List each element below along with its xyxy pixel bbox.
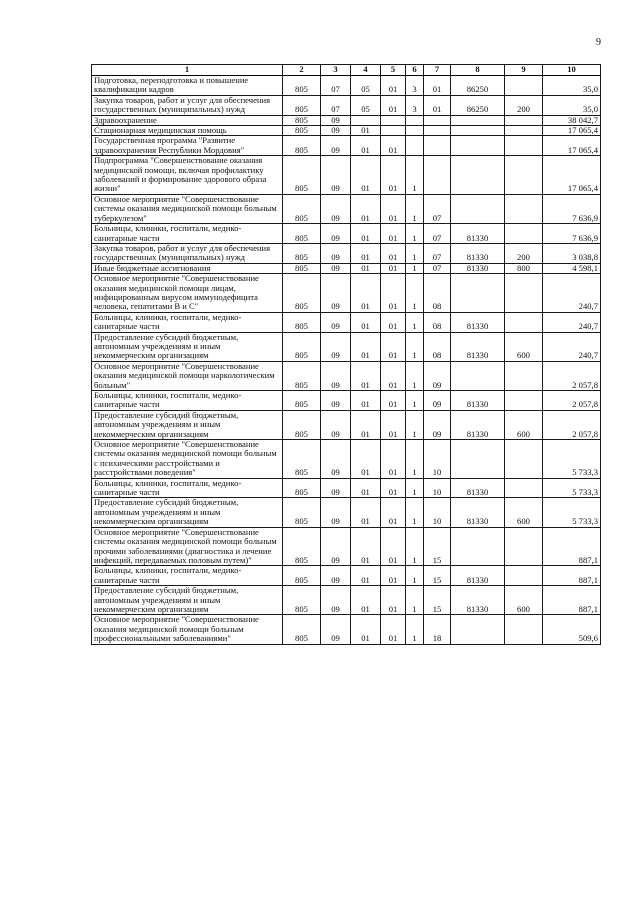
amount-cell: 7 636,9 (543, 224, 601, 244)
expense-type-cell (505, 615, 543, 644)
section-code-cell: 07 (321, 76, 351, 96)
row-name-cell: Основное мероприятие "Совершенствование системы оказания медицинской помощи больным прочими заболеваниями (диагностика и лечение инфекций, передаваемых половым путем)" (92, 527, 283, 566)
expense-type-cell: 600 (505, 586, 543, 615)
expense-type-cell: 800 (505, 263, 543, 273)
expense-type-cell (505, 76, 543, 96)
department-code-cell: 805 (283, 498, 321, 527)
activity-code-cell: 15 (424, 586, 451, 615)
row-name-cell: Подготовка, переподготовка и повышение квалификации кадров (92, 76, 283, 96)
direction-code-cell (451, 274, 505, 313)
activity-code-cell (424, 136, 451, 156)
table-row (92, 126, 601, 136)
page-number: 9 (596, 37, 601, 48)
section-code-cell: 09 (321, 115, 351, 125)
amount-cell: 38 042,7 (543, 115, 601, 125)
program-code-cell: 01 (381, 312, 406, 332)
direction-code-cell (451, 361, 505, 390)
direction-code-cell (451, 615, 505, 644)
activity-code-cell: 15 (424, 566, 451, 586)
activity-code-cell: 10 (424, 440, 451, 479)
direction-code-cell (451, 126, 505, 136)
department-code-cell: 805 (283, 332, 321, 361)
row-name-cell: Больницы, клиники, госпитали, медико-санитарные части (92, 478, 283, 498)
section-code-cell: 09 (321, 566, 351, 586)
expense-type-cell (505, 566, 543, 586)
department-code-cell: 805 (283, 566, 321, 586)
table-row (92, 566, 601, 586)
subprogram-code-cell: 1 (406, 586, 424, 615)
subprogram-code-cell: 1 (406, 478, 424, 498)
subprogram-code-cell: 1 (406, 312, 424, 332)
section-code-cell: 09 (321, 586, 351, 615)
row-name-cell: Стационарная медицинская помощь (92, 126, 283, 136)
amount-cell: 3 038,8 (543, 243, 601, 263)
expense-type-cell (505, 478, 543, 498)
program-code-cell: 01 (381, 76, 406, 96)
expense-type-cell (505, 194, 543, 223)
row-name-cell: Больницы, клиники, госпитали, медико-санитарные части (92, 566, 283, 586)
subsection-code-cell: 01 (351, 263, 381, 273)
expense-type-cell (505, 274, 543, 313)
program-code-cell (381, 115, 406, 125)
table-row (92, 136, 601, 156)
subprogram-code-cell: 1 (406, 391, 424, 411)
direction-code-cell: 81330 (451, 586, 505, 615)
row-name-cell: Закупка товаров, работ и услуг для обеспечения государственных (муниципальных) нужд (92, 243, 283, 263)
row-name-cell: Закупка товаров, работ и услуг для обеспечения государственных (муниципальных) нужд (92, 95, 283, 115)
table-row (92, 586, 601, 615)
column-header: 7 (424, 65, 451, 76)
column-header: 5 (381, 65, 406, 76)
row-name-cell: Здравоохранение (92, 115, 283, 125)
direction-code-cell: 86250 (451, 95, 505, 115)
table-row (92, 332, 601, 361)
department-code-cell: 805 (283, 115, 321, 125)
row-name-cell: Больницы, клиники, госпитали, медико-санитарные части (92, 224, 283, 244)
department-code-cell: 805 (283, 586, 321, 615)
subsection-code-cell: 01 (351, 136, 381, 156)
amount-cell: 240,7 (543, 312, 601, 332)
activity-code-cell: 09 (424, 410, 451, 439)
activity-code-cell (424, 156, 451, 195)
program-code-cell: 01 (381, 274, 406, 313)
row-name-cell: Больницы, клиники, госпитали, медико-санитарные части (92, 312, 283, 332)
activity-code-cell: 07 (424, 263, 451, 273)
amount-cell: 509,6 (543, 615, 601, 644)
direction-code-cell: 81330 (451, 498, 505, 527)
department-code-cell: 805 (283, 274, 321, 313)
subprogram-code-cell (406, 126, 424, 136)
subprogram-code-cell: 3 (406, 76, 424, 96)
activity-code-cell: 15 (424, 527, 451, 566)
subsection-code-cell: 01 (351, 440, 381, 479)
column-header: 1 (92, 65, 283, 76)
section-code-cell: 09 (321, 332, 351, 361)
section-code-cell: 09 (321, 527, 351, 566)
department-code-cell: 805 (283, 527, 321, 566)
department-code-cell: 805 (283, 194, 321, 223)
program-code-cell: 01 (381, 95, 406, 115)
amount-cell: 2 057,8 (543, 410, 601, 439)
subsection-code-cell: 01 (351, 156, 381, 195)
activity-code-cell: 08 (424, 332, 451, 361)
department-code-cell: 805 (283, 410, 321, 439)
subprogram-code-cell (406, 136, 424, 156)
direction-code-cell: 81330 (451, 243, 505, 263)
row-name-cell: Основное мероприятие "Совершенствование оказания медицинской помощи наркологическим больным" (92, 361, 283, 390)
amount-cell: 17 065,4 (543, 156, 601, 195)
program-code-cell: 01 (381, 498, 406, 527)
direction-code-cell: 81330 (451, 410, 505, 439)
direction-code-cell: 81330 (451, 312, 505, 332)
section-code-cell: 09 (321, 136, 351, 156)
department-code-cell: 805 (283, 126, 321, 136)
direction-code-cell (451, 156, 505, 195)
subsection-code-cell: 01 (351, 566, 381, 586)
expense-type-cell (505, 361, 543, 390)
row-name-cell: Государственная программа "Развитие здравоохранения Республики Мордовия" (92, 136, 283, 156)
row-name-cell: Предоставление субсидий бюджетным, автономным учреждениям и иным некоммерческим организациям (92, 498, 283, 527)
amount-cell: 240,7 (543, 274, 601, 313)
subsection-code-cell: 01 (351, 194, 381, 223)
activity-code-cell: 01 (424, 95, 451, 115)
subsection-code-cell: 01 (351, 615, 381, 644)
subprogram-code-cell: 1 (406, 440, 424, 479)
program-code-cell: 01 (381, 332, 406, 361)
activity-code-cell: 10 (424, 498, 451, 527)
section-code-cell: 09 (321, 194, 351, 223)
subprogram-code-cell (406, 115, 424, 125)
amount-cell: 17 065,4 (543, 126, 601, 136)
program-code-cell: 01 (381, 527, 406, 566)
column-header: 4 (351, 65, 381, 76)
expense-type-cell (505, 440, 543, 479)
section-code-cell: 09 (321, 615, 351, 644)
column-header: 9 (505, 65, 543, 76)
subsection-code-cell: 05 (351, 76, 381, 96)
direction-code-cell: 81330 (451, 332, 505, 361)
expense-type-cell (505, 391, 543, 411)
expense-type-cell (505, 527, 543, 566)
program-code-cell: 01 (381, 586, 406, 615)
expense-type-cell: 600 (505, 332, 543, 361)
direction-code-cell (451, 527, 505, 566)
column-header: 10 (543, 65, 601, 76)
subprogram-code-cell: 1 (406, 615, 424, 644)
row-name-cell: Основное мероприятие "Совершенствование оказания медицинской помощи больным профессиональными заболеваниями" (92, 615, 283, 644)
subsection-code-cell: 01 (351, 410, 381, 439)
department-code-cell: 805 (283, 263, 321, 273)
table-row (92, 224, 601, 244)
subprogram-code-cell: 1 (406, 274, 424, 313)
direction-code-cell: 81330 (451, 391, 505, 411)
table-header-row (92, 65, 601, 76)
direction-code-cell (451, 136, 505, 156)
program-code-cell: 01 (381, 243, 406, 263)
row-name-cell: Предоставление субсидий бюджетным, автономным учреждениям и иным некоммерческим организациям (92, 410, 283, 439)
row-name-cell: Подпрограмма "Совершенствование оказания медицинской помощи, включая профилактику заболеваний и формирование здорового образа жизни" (92, 156, 283, 195)
program-code-cell: 01 (381, 391, 406, 411)
amount-cell: 17 065,4 (543, 136, 601, 156)
subsection-code-cell: 01 (351, 312, 381, 332)
amount-cell: 240,7 (543, 332, 601, 361)
amount-cell: 2 057,8 (543, 391, 601, 411)
department-code-cell: 805 (283, 391, 321, 411)
section-code-cell: 07 (321, 95, 351, 115)
table-row (92, 410, 601, 439)
activity-code-cell: 18 (424, 615, 451, 644)
subsection-code-cell: 01 (351, 126, 381, 136)
activity-code-cell: 09 (424, 361, 451, 390)
section-code-cell: 09 (321, 478, 351, 498)
subprogram-code-cell: 1 (406, 498, 424, 527)
section-code-cell: 09 (321, 156, 351, 195)
subsection-code-cell: 01 (351, 361, 381, 390)
department-code-cell: 805 (283, 76, 321, 96)
amount-cell: 887,1 (543, 527, 601, 566)
subsection-code-cell: 01 (351, 274, 381, 313)
section-code-cell: 09 (321, 263, 351, 273)
table-row (92, 115, 601, 125)
table-row (92, 263, 601, 273)
subprogram-code-cell: 1 (406, 194, 424, 223)
department-code-cell: 805 (283, 95, 321, 115)
expense-type-cell: 200 (505, 243, 543, 263)
subprogram-code-cell: 1 (406, 332, 424, 361)
table-row (92, 194, 601, 223)
program-code-cell: 01 (381, 440, 406, 479)
table-row (92, 95, 601, 115)
program-code-cell: 01 (381, 615, 406, 644)
table-row (92, 312, 601, 332)
program-code-cell: 01 (381, 410, 406, 439)
row-name-cell: Основное мероприятие "Совершенствование системы оказания медицинской помощи больным туберкулезом" (92, 194, 283, 223)
department-code-cell: 805 (283, 440, 321, 479)
section-code-cell: 09 (321, 498, 351, 527)
row-name-cell: Больницы, клиники, госпитали, медико-санитарные части (92, 391, 283, 411)
activity-code-cell (424, 126, 451, 136)
subprogram-code-cell: 1 (406, 224, 424, 244)
subprogram-code-cell: 1 (406, 361, 424, 390)
subprogram-code-cell: 1 (406, 156, 424, 195)
direction-code-cell (451, 194, 505, 223)
table-body (92, 76, 601, 645)
department-code-cell: 805 (283, 136, 321, 156)
amount-cell: 5 733,3 (543, 440, 601, 479)
activity-code-cell: 01 (424, 76, 451, 96)
activity-code-cell: 08 (424, 312, 451, 332)
activity-code-cell: 07 (424, 194, 451, 223)
table-row (92, 76, 601, 96)
direction-code-cell: 81330 (451, 224, 505, 244)
amount-cell: 2 057,8 (543, 361, 601, 390)
amount-cell: 887,1 (543, 566, 601, 586)
department-code-cell: 805 (283, 478, 321, 498)
subsection-code-cell: 01 (351, 332, 381, 361)
section-code-cell: 09 (321, 274, 351, 313)
program-code-cell: 01 (381, 194, 406, 223)
column-header: 3 (321, 65, 351, 76)
amount-cell: 4 598,1 (543, 263, 601, 273)
activity-code-cell (424, 115, 451, 125)
row-name-cell: Основное мероприятие "Совершенствование системы оказания медицинской помощи больным с психическими расстройствами и расстройствами поведения" (92, 440, 283, 479)
subprogram-code-cell: 3 (406, 95, 424, 115)
department-code-cell: 805 (283, 243, 321, 263)
subsection-code-cell: 01 (351, 498, 381, 527)
subsection-code-cell: 05 (351, 95, 381, 115)
subsection-code-cell: 01 (351, 586, 381, 615)
direction-code-cell: 81330 (451, 263, 505, 273)
table-row (92, 615, 601, 644)
subsection-code-cell: 01 (351, 478, 381, 498)
expense-type-cell: 200 (505, 95, 543, 115)
subsection-code-cell (351, 115, 381, 125)
expense-type-cell: 600 (505, 498, 543, 527)
program-code-cell: 01 (381, 136, 406, 156)
row-name-cell: Иные бюджетные ассигнования (92, 263, 283, 273)
table-row (92, 391, 601, 411)
column-header: 6 (406, 65, 424, 76)
subprogram-code-cell: 1 (406, 566, 424, 586)
expense-type-cell (505, 312, 543, 332)
row-name-cell: Основное мероприятие "Совершенствование оказания медицинской помощи лицам, инфицированным вирусом иммунодефицита человека, гепатитами В и С" (92, 274, 283, 313)
program-code-cell: 01 (381, 478, 406, 498)
table-row (92, 498, 601, 527)
direction-code-cell (451, 115, 505, 125)
subsection-code-cell: 01 (351, 243, 381, 263)
department-code-cell: 805 (283, 361, 321, 390)
expense-type-cell (505, 156, 543, 195)
program-code-cell: 01 (381, 156, 406, 195)
row-name-cell: Предоставление субсидий бюджетным, автономным учреждениям и иным некоммерческим организациям (92, 332, 283, 361)
expense-type-cell: 600 (505, 410, 543, 439)
direction-code-cell (451, 440, 505, 479)
amount-cell: 5 733,3 (543, 478, 601, 498)
expense-type-cell (505, 136, 543, 156)
subprogram-code-cell: 1 (406, 243, 424, 263)
row-name-cell: Предоставление субсидий бюджетным, автономным учреждениям и иным некоммерческим организациям (92, 586, 283, 615)
activity-code-cell: 08 (424, 274, 451, 313)
section-code-cell: 09 (321, 440, 351, 479)
table-row (92, 361, 601, 390)
direction-code-cell: 81330 (451, 566, 505, 586)
department-code-cell: 805 (283, 224, 321, 244)
table-row (92, 243, 601, 263)
expense-type-cell (505, 115, 543, 125)
subsection-code-cell: 01 (351, 224, 381, 244)
activity-code-cell: 07 (424, 224, 451, 244)
section-code-cell: 09 (321, 126, 351, 136)
section-code-cell: 09 (321, 312, 351, 332)
subprogram-code-cell: 1 (406, 263, 424, 273)
program-code-cell: 01 (381, 224, 406, 244)
table-row (92, 478, 601, 498)
amount-cell: 35,0 (543, 76, 601, 96)
section-code-cell: 09 (321, 361, 351, 390)
activity-code-cell: 09 (424, 391, 451, 411)
program-code-cell: 01 (381, 566, 406, 586)
subprogram-code-cell: 1 (406, 527, 424, 566)
subsection-code-cell: 01 (351, 527, 381, 566)
amount-cell: 887,1 (543, 586, 601, 615)
amount-cell: 35,0 (543, 95, 601, 115)
section-code-cell: 09 (321, 391, 351, 411)
section-code-cell: 09 (321, 224, 351, 244)
budget-table (91, 64, 601, 645)
table-row (92, 156, 601, 195)
department-code-cell: 805 (283, 312, 321, 332)
table-row (92, 274, 601, 313)
program-code-cell: 01 (381, 263, 406, 273)
direction-code-cell: 86250 (451, 76, 505, 96)
activity-code-cell: 10 (424, 478, 451, 498)
expense-type-cell (505, 126, 543, 136)
amount-cell: 5 733,3 (543, 498, 601, 527)
subprogram-code-cell: 1 (406, 410, 424, 439)
amount-cell: 7 636,9 (543, 194, 601, 223)
section-code-cell: 09 (321, 243, 351, 263)
program-code-cell: 01 (381, 361, 406, 390)
table-row (92, 440, 601, 479)
section-code-cell: 09 (321, 410, 351, 439)
subsection-code-cell: 01 (351, 391, 381, 411)
table-row (92, 527, 601, 566)
department-code-cell: 805 (283, 156, 321, 195)
column-header: 8 (451, 65, 505, 76)
direction-code-cell: 81330 (451, 478, 505, 498)
program-code-cell (381, 126, 406, 136)
column-header: 2 (283, 65, 321, 76)
expense-type-cell (505, 224, 543, 244)
activity-code-cell: 07 (424, 243, 451, 263)
department-code-cell: 805 (283, 615, 321, 644)
